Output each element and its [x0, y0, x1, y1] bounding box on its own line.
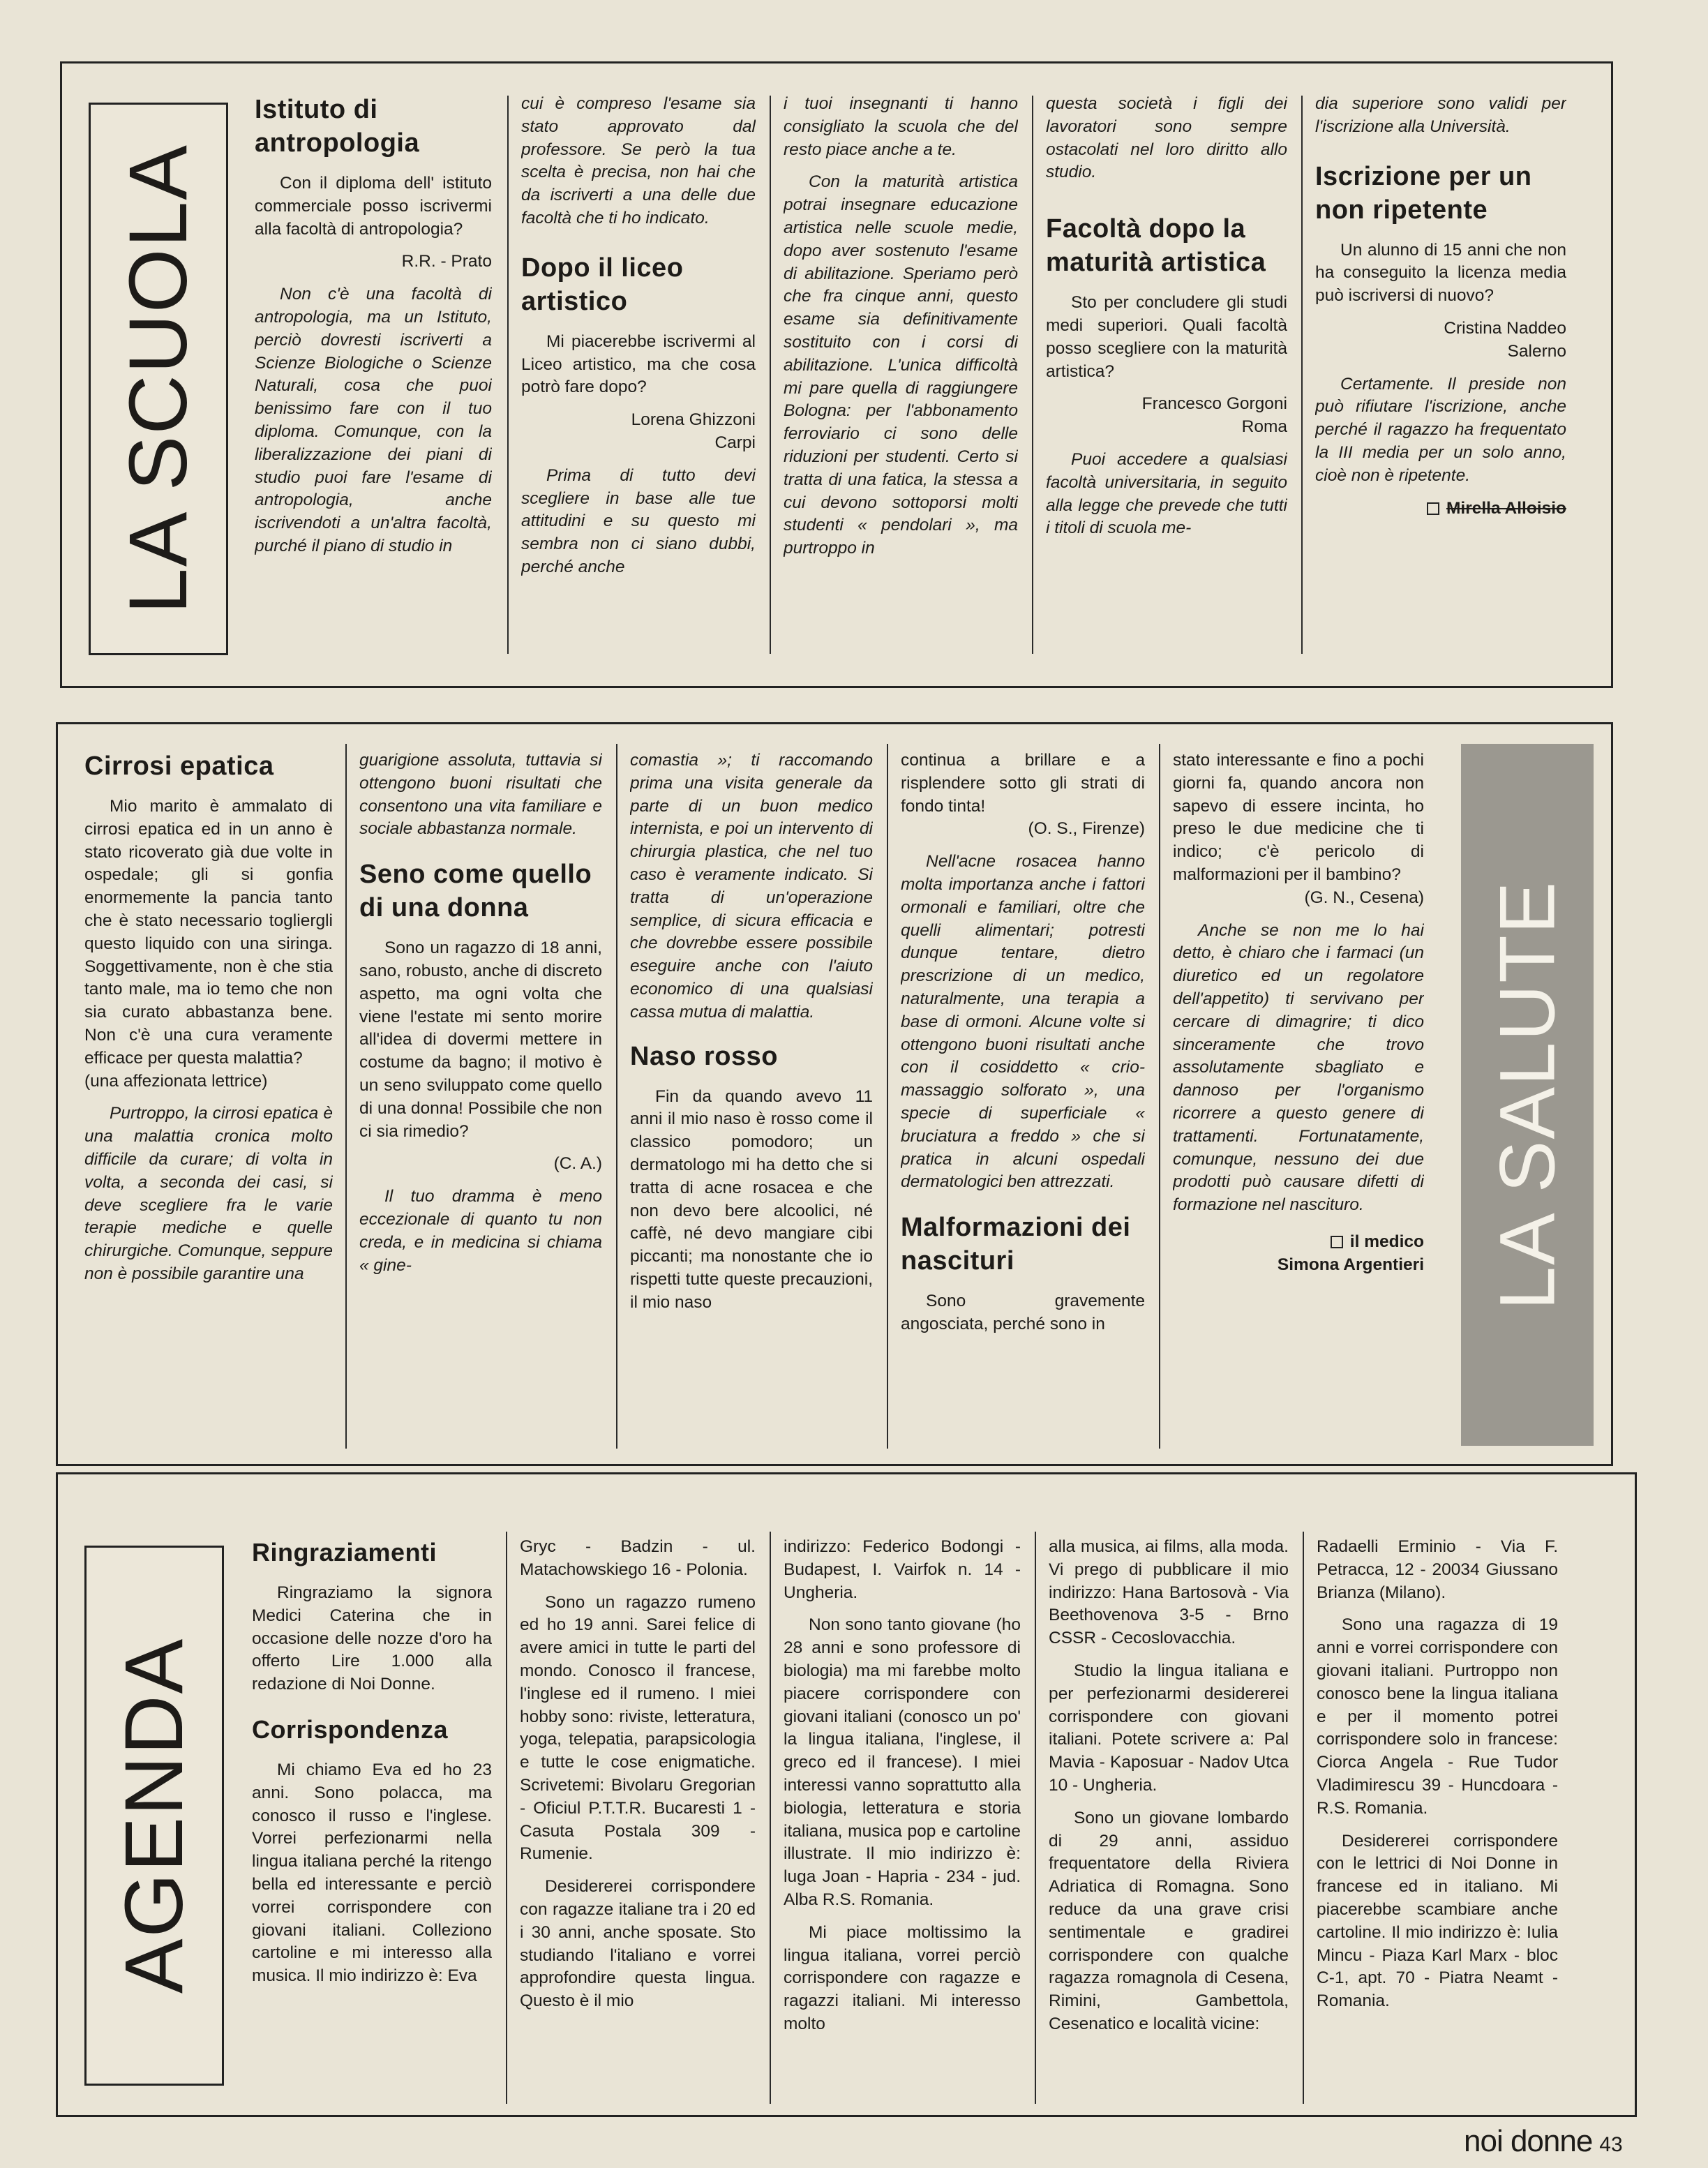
square-bullet-icon	[1427, 502, 1439, 515]
answer-continued: dia superiore sono validi per l'iscrizione alla Università.	[1315, 94, 1566, 136]
salute-col-2	[359, 749, 602, 1447]
question-signature: (una affezionata lettrice)	[84, 1071, 268, 1091]
article-title: Istituto di antropologia	[255, 95, 420, 158]
answer-text: Purtroppo, la cirrosi epatica è una malattia cronica molto difficile da curare; di volta in volta, a seconda dei casi, si deve scegliere fra le varie terapie mediche e quelle chirurgiche. Comunque, seppure non è possibile garantire una	[84, 1104, 333, 1283]
answer-text: Anche se non me lo hai detto, è chiaro che i farmaci (un diuretico ed un regolatore dell'appetito) ti servivano per cercare di dimagrire; ti dico sinceramente che trovo assolutamente sbagliato e dannoso per l'organismo ricorrere a questo genere di trattamenti. Fortunatamente, comunque, nessuno dei due prodotti può causare difetti di formazione nel nascituro.	[1173, 920, 1424, 1215]
question-text: Sono gravemente angosciata, perché sono in	[901, 1292, 1145, 1333]
magazine-name: noi donne	[1464, 2124, 1593, 2158]
article-title: Seno come quello di una donna	[359, 860, 592, 923]
agenda-col-2	[520, 1536, 756, 2108]
question-continued: continua a brillare e a risplendere sotto gli strati di fondo tinta!	[901, 751, 1145, 816]
answer-continued: comastia »; ti raccomando prima una visita generale da parte di un buon medico internista, e poi un intervento di chirurgia plastica, che nel tuo caso è veramente indicato. Si tratta di un'operazione semplice, di sicura efficacia e che dovrebbe essere possibile eseguire anche con l'aiuto economico di una qualsiasi cassa mutua di malattia.	[630, 751, 873, 1022]
paragraph: alla musica, ai films, alla moda. Vi prego di pubblicare il mio indirizzo: Hana Bartosovà - Via Beethovenova 3-5 - Brno CSSR - Cecoslovacchia.	[1049, 1537, 1289, 1648]
square-bullet-icon	[1331, 1236, 1343, 1248]
author-name: Mirella Alloisio	[1446, 498, 1566, 518]
answer-text: Nell'acne rosacea hanno molta importanza anche i fattori ormonali e familiari, oltre che quelli alimentari; potresti dunque tentare, dietro prescrizione di un medico, naturalmente, una terapia a base di ormoni. Alcune volte si ottengono buoni risultati anche con il cosiddetto « crio-massaggio solforato », una specie di superficiale « bruciatura a freddo » che si pratica in alcuni ospedali dermatologici ben attrezzati.	[901, 852, 1145, 1192]
paragraph: Desidererei corrispondere con ragazze italiane tra i 20 ed i 30 anni, anche sposate. Sto studiando l'italiano e vorrei approfondire questa lingua. Questo è il mio	[520, 1877, 756, 2011]
article-title: Cirrosi epatica	[84, 752, 274, 781]
salute-col-4	[901, 749, 1145, 1447]
question-signature: Francesco Gorgoni	[1141, 394, 1287, 414]
answer-continued: guarigione assoluta, tuttavia si ottengono buoni risultati che consentono una vita familiare e sociale abbastanza normale.	[359, 751, 602, 839]
question-signature: Lorena Ghizzoni	[631, 410, 756, 430]
question-text: Fin da quando avevo 11 anni il mio naso è rosso come il classico pomodoro; un dermatologo mi ha detto che si tratta di acne rosacea e che non devo bere alcoolici, né caffè, né devo mangiare cibi piccanti; ma nonostante che io rispetti tutte queste precauzioni, il mio naso	[630, 1086, 873, 1312]
agenda-col-5	[1317, 1536, 1558, 2108]
scuola-section	[60, 61, 1613, 688]
paragraph: Sono un giovane lombardo di 29 anni, assiduo frequentatore della Riviera Adriatica di Romagna. Sono reduce da una grave crisi sentimentale e gradirei corrispondere con qualche ragazza romagnola di Cesena, Rimini, Gambettola, Cesenatico e località vicine:	[1049, 1808, 1289, 2033]
paragraph: Mi piace moltissimo la lingua italiana, vorrei perciò corrispondere con ragazze e ragazzi italiani. Mi interesso molto	[784, 1922, 1021, 2033]
question-city: Roma	[1241, 417, 1287, 437]
paragraph: Studio la lingua italiana e per perfezionarmi desidererei corrispondere con giovani italiani. Potete scrivere a: Pal Mavia - Kaposuar - Nadov Utca 10 - Ungheria.	[1049, 1661, 1289, 1795]
column-divider	[616, 744, 617, 1449]
question-signature: (C. A.)	[553, 1154, 602, 1174]
answer-continued: i tuoi insegnanti ti hanno consigliato la scuola che del resto piace anche a te.	[784, 94, 1018, 159]
column-divider	[887, 744, 888, 1449]
paragraph: Radaelli Erminio - Via F. Petracca, 12 - 20034 Giussano Brianza (Milano).	[1317, 1537, 1558, 1602]
salute-label-box	[1461, 744, 1594, 1446]
answer-continued: Con la maturità artistica potrai insegnare educazione artistica nelle scuole medie, dopo aver sostenuto l'esame di abilitazione. Speriamo però che fra cinque anni, questo esame sia definitivamente sostituito con i corsi di abilitazione. L'unica difficoltà mi pare quella di raggiungere Bologna: per l'abbonamento ferroviario ci sono delle riduzioni per studenti. Certo si tratta di una fatica, la stessa a cui devono sottoporsi molti studenti « pendolari », ma purtroppo in	[784, 172, 1018, 558]
paragraph: Mi chiamo Eva ed ho 23 anni. Sono polacca, ma conosco il russo e l'inglese. Vorrei perfezionarmi nella lingua italiana perché la ritengo bella ed interessante e perciò vorrei corrispondere con giovani italiani. Colleziono cartoline e mi interesso alla musica. Il mio indirizzo è: Eva	[252, 1760, 492, 1986]
answer-text: Certamente. Il preside non può rifiutare l'iscrizione, anche perché il ragazzo ha frequentato la III media per un solo anno, cioè non è ripetente.	[1315, 374, 1566, 485]
question-text: Mio marito è ammalato di cirrosi epatica ed in un anno è stato ricoverato già due volte in ospedale; gli si gonfia enormemente la pancia tanto che è stato necessario togliergli questo liquido con una siringa. Soggettivamente, non è che stia tanto male, ma io temo che non sia curato abbastanza bene. Non c'è una cura veramente efficace per questa malattia?	[84, 797, 333, 1068]
scuola-col-5	[1315, 93, 1566, 665]
question-continued: stato interessante e fino a pochi giorni fa, quando ancora non sapevo di essere incinta, ho preso le due medicine che ti indico; c'è pericolo di malformazioni per il bambino?	[1173, 751, 1424, 884]
question-text: Sono un ragazzo di 18 anni, sano, robusto, anche di discreto aspetto, ma ogni volta che viene l'estate mi sento morire all'idea di dovermi mettere in costume da bagno; il motivo è un seno sviluppato come quello di una donna! Possibile che non ci sia rimedio?	[359, 939, 602, 1141]
paragraph: Sono un ragazzo rumeno ed ho 19 anni. Sarei felice di avere amici in tutte le parti del mondo. Conosco il francese, l'inglese ed il rumeno. I miei hobby sono: riviste, letteratura, yoga, telepatia, parapsicologia e tutte le cose enigmatiche. Scrivetemi: Bivolaru Gregorian - Oficiul P.T.T.R. Bucaresti 1 - Casuta Postala 309 - Rumenie.	[520, 1592, 756, 1864]
column-divider	[770, 96, 771, 654]
column-divider	[770, 1532, 771, 2104]
article-title: Naso rosso	[630, 1041, 778, 1071]
question-text: Un alunno di 15 anni che non ha conseguito la licenza media può iscriversi di nuovo?	[1315, 240, 1566, 306]
scuola-label: LA SCUOLA	[112, 144, 205, 614]
author-name: Simona Argentieri	[1277, 1255, 1424, 1274]
column-divider	[1159, 744, 1160, 1449]
agenda-label: AGENDA	[108, 1637, 200, 1994]
article-title: Iscrizione per un non ripetente	[1315, 161, 1532, 225]
answer-continued: questa società i figli dei lavoratori sono sempre ostacolati nel loro diritto allo studio.	[1046, 94, 1287, 182]
column-divider	[345, 744, 347, 1449]
scuola-col-1	[255, 93, 492, 665]
page-footer	[1464, 2124, 1623, 2159]
question-text: Sto per concludere gli studi medi superiori. Quali facoltà posso scegliere con la maturità artistica?	[1046, 293, 1287, 381]
salute-col-1	[84, 749, 333, 1447]
question-text: Mi piacerebbe iscrivermi al Liceo artistico, ma che cosa potrò fare dopo?	[521, 331, 756, 397]
column-divider	[507, 96, 509, 654]
question-signature: (G. N., Cesena)	[1304, 888, 1424, 907]
answer-continued: cui è compreso l'esame sia stato approvato dal professore. Se però la tua scelta è precisa, non hai che da iscriverti a una delle due facoltà che ti ho indicato.	[521, 94, 756, 227]
scuola-col-4	[1046, 93, 1287, 665]
scuola-col-3	[784, 93, 1018, 665]
salute-section	[56, 722, 1613, 1466]
article-title: Dopo il liceo artistico	[521, 253, 684, 316]
question-signature: (O. S., Firenze)	[1028, 819, 1145, 839]
column-divider	[1035, 1532, 1036, 2104]
section-title: Corrispondenza	[252, 1714, 449, 1744]
question-city: Carpi	[714, 433, 756, 452]
salute-col-3	[630, 749, 873, 1447]
question-signature: Cristina Naddeo	[1444, 318, 1566, 338]
answer-text: Il tuo dramma è meno eccezionale di quanto tu non creda, e in medicina si chiama « gine-	[359, 1187, 602, 1275]
paragraph: indirizzo: Federico Bodongi - Budapest, I. Vairfok n. 14 - Ungheria.	[784, 1537, 1021, 1602]
salute-label: LA SALUTE	[1483, 880, 1571, 1310]
answer-text: Puoi accedere a qualsiasi facoltà universitaria, in seguito alla legge che prevede che tutti i titoli di scuola me-	[1046, 449, 1287, 538]
agenda-col-1	[252, 1536, 492, 2108]
agenda-col-4	[1049, 1536, 1289, 2108]
paragraph: Non sono tanto giovane (ho 28 anni e sono professore di biologia) ma mi farebbe molto piacere corrispondere con giovani italiani (conosco un po' la lingua italiana, l'inglese, il greco ed il francese). I miei interessi vanno soprattutto alla biologia, letteratura e storia italiana, musica pop e cartoline illustrate. Il mio indirizzo è: luga Joan - Hapria - 234 - jud. Alba R.S. Romania.	[784, 1615, 1021, 1909]
paragraph: Ringraziamo la signora Medici Caterina che in occasione delle nozze d'oro ha offerto Lire 1.000 alla redazione di Noi Donne.	[252, 1583, 492, 1694]
author-role: il medico	[1349, 1232, 1424, 1251]
column-divider	[1301, 96, 1303, 654]
paragraph: Gryc - Badzin - ul. Matachowskiego 16 - Polonia.	[520, 1537, 756, 1579]
column-divider	[1303, 1532, 1304, 2104]
paragraph: Desidererei corrispondere con le lettrici di Noi Donne in francese ed in italiano. Mi piacerebbe scambiare anche cartoline. Il mio indirizzo è: Iulia Mincu - Piaza Karl Marx - bloc C-1, apt. 70 - Piatra Neamt - Romania.	[1317, 1831, 1558, 2011]
article-title: Malformazioni dei nascituri	[901, 1213, 1131, 1276]
column-divider	[506, 1532, 507, 2104]
author-line	[1315, 498, 1566, 521]
agenda-label-box	[84, 1546, 224, 2086]
scuola-label-box	[89, 103, 228, 655]
article-title: Facoltà dopo la maturità artistica	[1046, 214, 1266, 278]
question-signature: R.R. - Prato	[401, 252, 492, 271]
salute-col-5	[1173, 749, 1424, 1447]
author-role-line	[1173, 1231, 1424, 1254]
agenda-section	[56, 1472, 1637, 2117]
page-number: 43	[1599, 2133, 1623, 2156]
scuola-col-2	[521, 93, 756, 665]
answer-text: Prima di tutto devi scegliere in base alle tue attitudini e su questo mi sembra non ci siano dubbi, perché anche	[521, 465, 756, 576]
answer-text: Non c'è una facoltà di antropologia, ma un Istituto, perciò dovresti iscriverti a Scienze Biologiche o Scienze Naturali, cosa che puoi benissimo fare con il tuo diploma. Comunque, con la liberalizzazione dei piani di studio puoi fare l'esame di antropologia, anche iscrivendoti a un'altra facoltà, purché il piano di studio in	[255, 285, 492, 555]
paragraph: Sono una ragazza di 19 anni e vorrei corrispondere con giovani italiani. Purtroppo non conosco bene la lingua italiana e per il momento potrei corrispondere solo in francese: Ciorca Angela - Rue Tudor Vladimirescu 39 - Huncdoara - R.S. Romania.	[1317, 1615, 1558, 1818]
agenda-col-3	[784, 1536, 1021, 2108]
section-title: Ringraziamenti	[252, 1538, 437, 1567]
column-divider	[1032, 96, 1033, 654]
question-city: Salerno	[1507, 341, 1566, 361]
question-text: Con il diploma dell' istituto commerciale posso iscrivermi alla facoltà di antropologia?	[255, 174, 492, 239]
